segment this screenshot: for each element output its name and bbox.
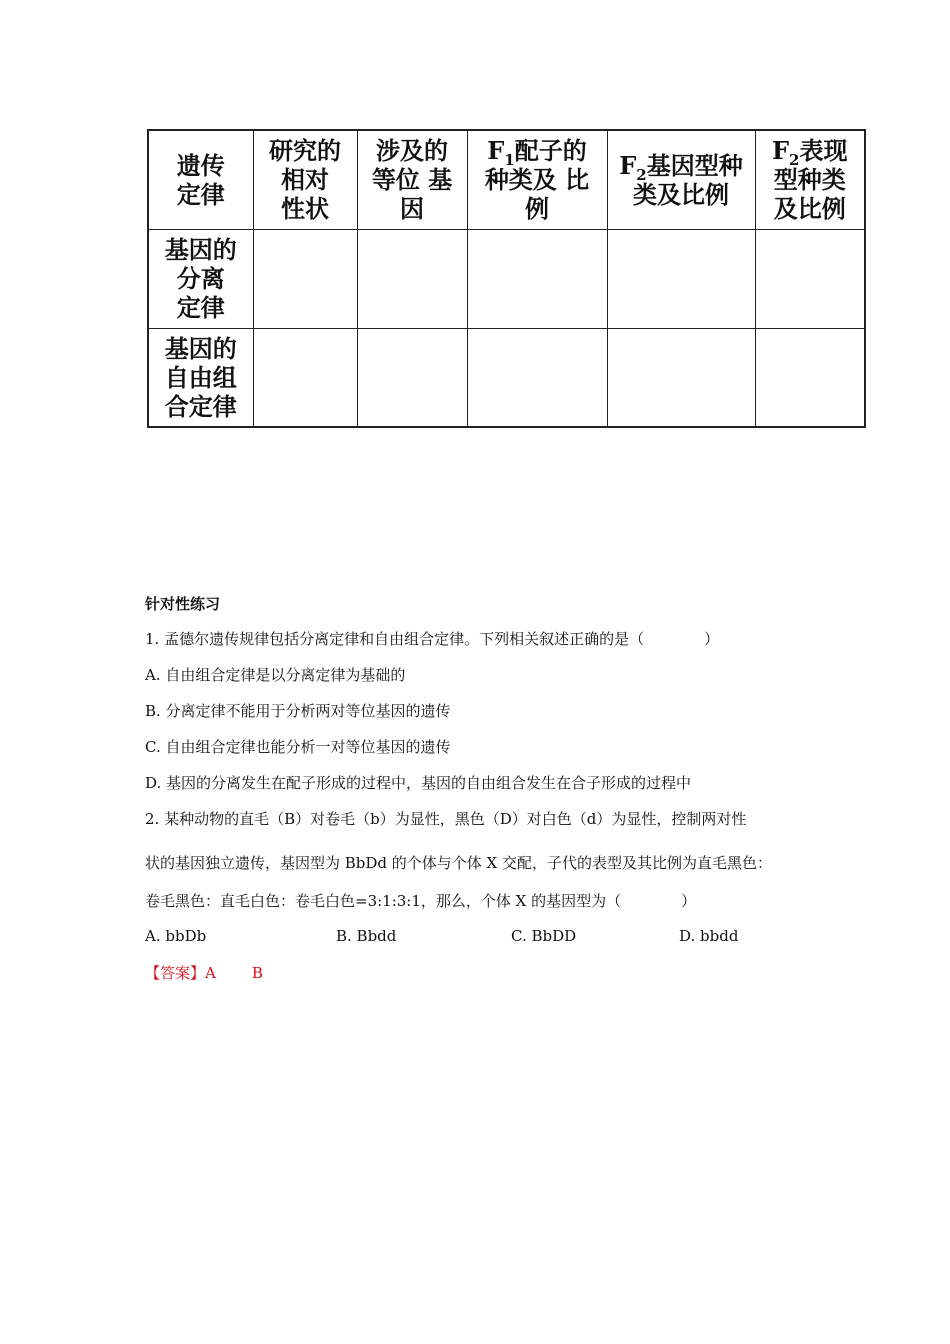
answer-line xyxy=(145,962,263,983)
q2-option-b[interactable]: B. Bbdd xyxy=(336,927,397,945)
answer-second: B xyxy=(251,964,263,982)
table-cell[interactable] xyxy=(357,328,467,427)
header-cell-f1-gametes: $F_1$配子的 种类及 比 例 xyxy=(467,130,607,229)
q2-stem-line-3: 卷毛黑色：直毛白色：卷毛白色=3:1:3:1，那么，个体 X 的基因型为（ ） xyxy=(145,892,697,910)
q2-option-d[interactable]: D. bbdd xyxy=(679,927,739,945)
row-label-segregation: 基因的 分离 定律 xyxy=(148,229,253,328)
header-cell-law: 遗传 定律 xyxy=(148,130,253,229)
row-label-independent-assortment: 基因的 自由组 合定律 xyxy=(148,328,253,427)
header-cell-f2-phenotype: $F_2$表现 型种类 及比例 xyxy=(755,130,865,229)
q1-option-c[interactable]: C. 自由组合定律也能分析一对等位基因的遗传 xyxy=(145,738,451,756)
q1-stem: 1. 孟德尔遗传规律包括分离定律和自由组合定律。下列相关叙述正确的是（ ） xyxy=(145,630,720,648)
table-header-row xyxy=(148,130,865,229)
header-cell-f2-genotype: $F_2$基因型种 类及比例 xyxy=(607,130,755,229)
q2-option-c[interactable]: C. BbDD xyxy=(511,927,577,945)
header-cell-alleles: 涉及的 等位 基 因 xyxy=(357,130,467,229)
q2-stem-line-1: 2. 某种动物的直毛（B）对卷毛（b）为显性，黑色（D）对白色（d）为显性，控制两对性 xyxy=(145,810,747,828)
q1-option-d[interactable]: D. 基因的分离发生在配子形成的过程中，基因的自由组合发生在合子形成的过程中 xyxy=(145,774,692,792)
table-row xyxy=(148,328,865,427)
table-cell[interactable] xyxy=(755,229,865,328)
table-cell[interactable] xyxy=(607,229,755,328)
q1-option-a[interactable]: A. 自由组合定律是以分离定律为基础的 xyxy=(145,666,406,684)
table-cell[interactable] xyxy=(467,328,607,427)
section-title: 针对性练习 xyxy=(145,595,221,613)
table-cell[interactable] xyxy=(253,229,357,328)
q2-stem-line-2: 状的基因独立遗传，基因型为 BbDd 的个体与个体 X 交配，子代的表型及其比例为直毛黑色： xyxy=(145,854,773,872)
table-row xyxy=(148,229,865,328)
header-cell-trait: 研究的 相对 性状 xyxy=(253,130,357,229)
answer-label: 【答案】A xyxy=(145,964,216,982)
table-cell[interactable] xyxy=(607,328,755,427)
genetics-table xyxy=(147,129,866,428)
table-cell[interactable] xyxy=(253,328,357,427)
q2-option-a[interactable]: A. bbDb xyxy=(145,927,207,945)
q1-option-b[interactable]: B. 分离定律不能用于分析两对等位基因的遗传 xyxy=(145,702,451,720)
table-cell[interactable] xyxy=(467,229,607,328)
table-cell[interactable] xyxy=(357,229,467,328)
table-cell[interactable] xyxy=(755,328,865,427)
